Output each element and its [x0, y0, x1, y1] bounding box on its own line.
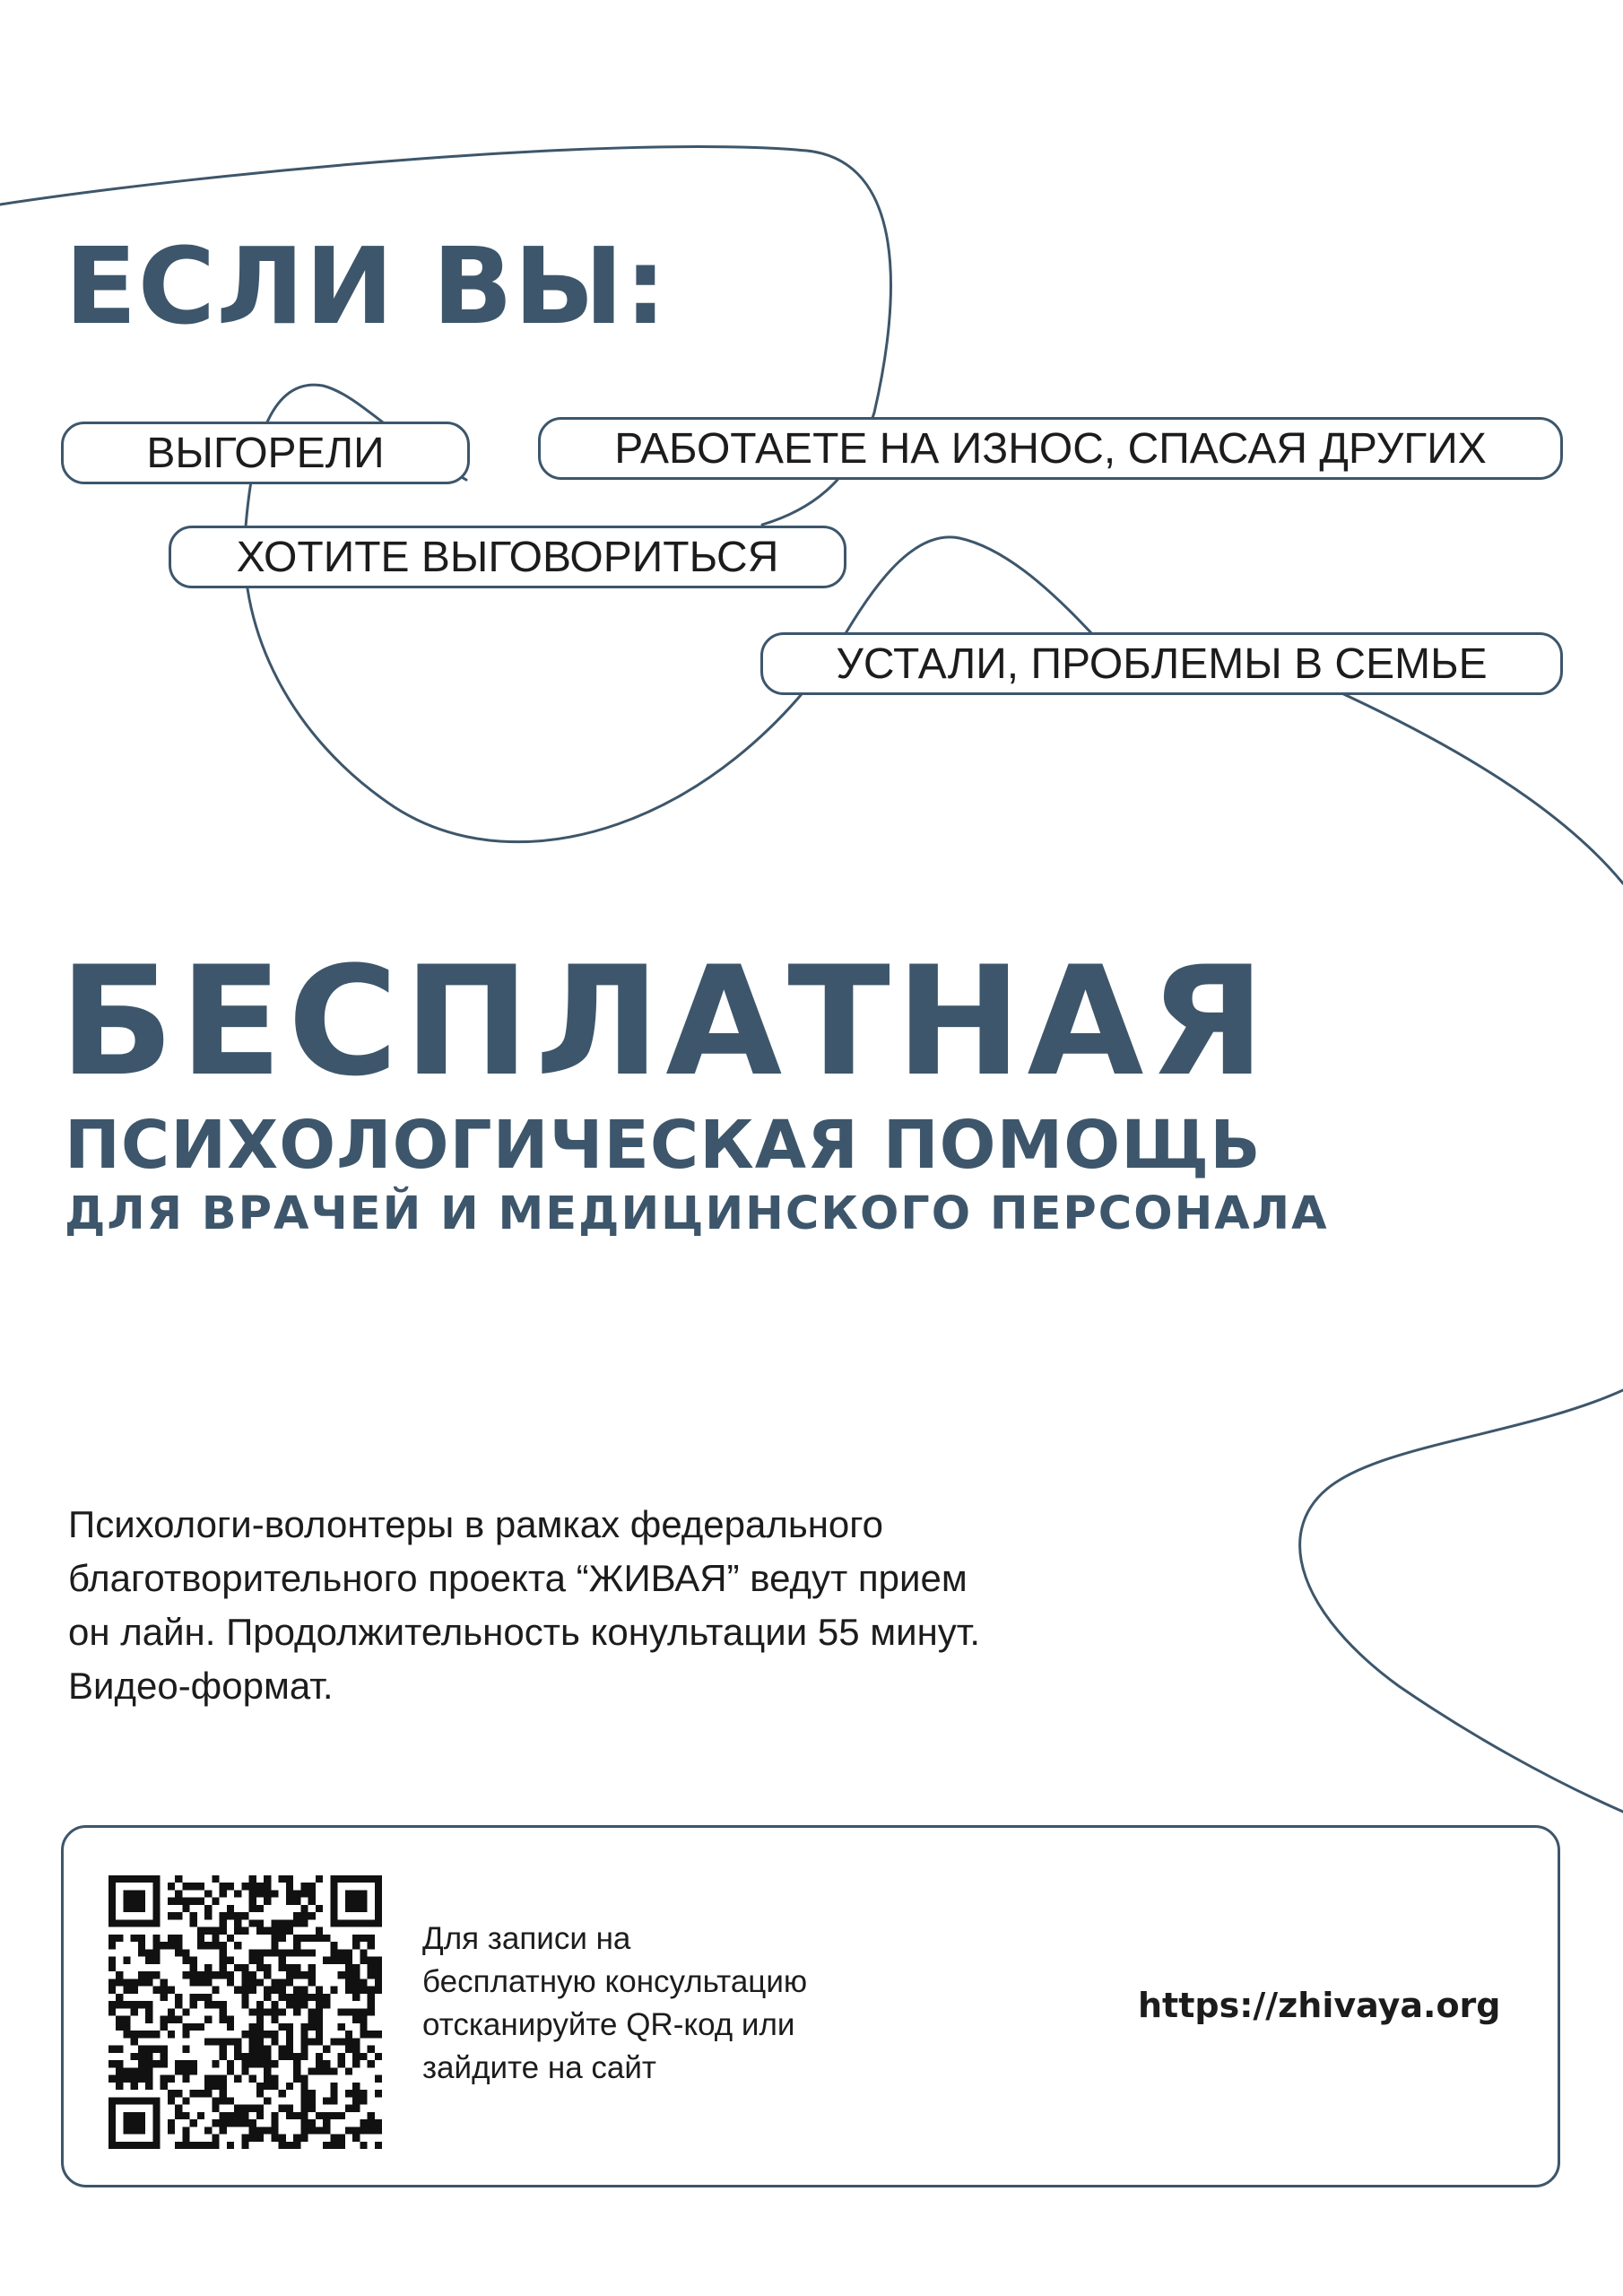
description-line: благотворительного проекта “ЖИВАЯ” ведут прием [68, 1557, 968, 1599]
intro-heading: ЕСЛИ ВЫ: [65, 224, 668, 348]
offer-title: БЕСПЛАТНАЯ [59, 934, 1271, 1109]
offer-audience: ДЛЯ ВРАЧЕЙ И МЕДИЦИНСКОГО ПЕРСОНАЛА [65, 1187, 1329, 1240]
signup-instruction [422, 1918, 807, 2090]
instruction-line: отсканируйте QR-код или [422, 2007, 795, 2042]
instruction-line: зайдите на сайт [422, 2050, 656, 2085]
qr-code-icon[interactable] [108, 1875, 382, 2149]
signup-panel [61, 1825, 1560, 2187]
situation-pill-talk: ХОТИТЕ ВЫГОВОРИТЬСЯ [169, 526, 846, 588]
description-line: Психологи-волонтеры в рамках федерального [68, 1503, 884, 1545]
offer-subtitle: ПСИХОЛОГИЧЕСКАЯ ПОМОЩЬ [65, 1107, 1262, 1184]
situation-pill-family: УСТАЛИ, ПРОБЛЕМЫ В СЕМЬЕ [760, 632, 1563, 695]
site-link[interactable]: https://zhivaya.org [1138, 1986, 1501, 2025]
project-description [68, 1498, 1234, 1713]
situation-pill-overwork: РАБОТАЕТЕ НА ИЗНОС, СПАСАЯ ДРУГИХ [538, 417, 1563, 480]
situation-pill-burnout: ВЫГОРЕЛИ [61, 422, 470, 484]
description-line: он лайн. Продолжительность конультации 55 минут. [68, 1611, 981, 1653]
description-line: Видео-формат. [68, 1665, 334, 1707]
instruction-line: бесплатную консультацию [422, 1964, 808, 1999]
instruction-line: Для записи на [422, 1921, 631, 1956]
